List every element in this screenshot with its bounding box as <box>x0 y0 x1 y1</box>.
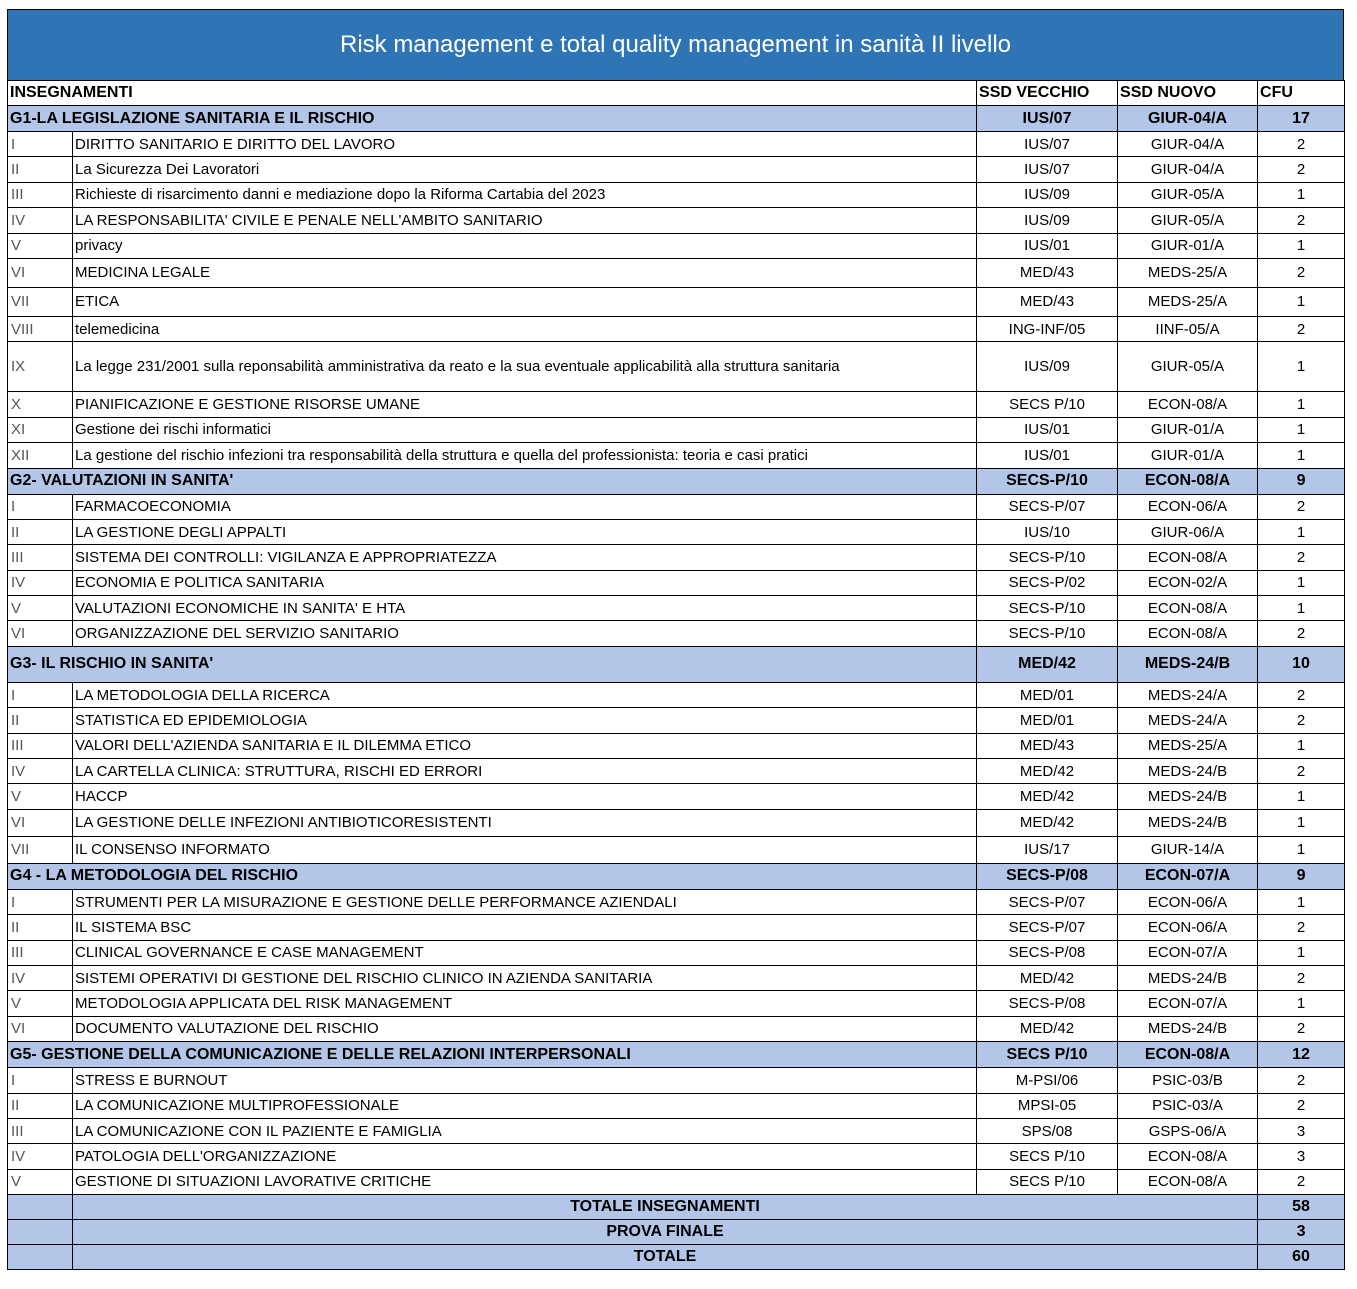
course-ssd-old: IUS/17 <box>977 836 1118 863</box>
course-ssd-new: ECON-06/A <box>1118 915 1258 940</box>
course-ssd-old: IUS/07 <box>977 157 1118 182</box>
table-row <box>8 545 1345 570</box>
row-number: II <box>8 708 73 733</box>
table-row <box>8 392 1345 417</box>
course-cfu: 2 <box>1258 545 1345 570</box>
table-row <box>8 759 1345 784</box>
course-cfu: 1 <box>1258 443 1345 468</box>
course-ssd-new: GIUR-05/A <box>1118 342 1258 392</box>
course-cfu: 1 <box>1258 784 1345 809</box>
course-name: privacy <box>73 233 977 258</box>
table-row <box>8 1016 1345 1041</box>
group-ssd-new: MEDS-24/B <box>1118 646 1258 682</box>
group-name: G4 - LA METODOLOGIA DEL RISCHIO <box>8 863 977 889</box>
group-cfu: 9 <box>1258 863 1345 889</box>
course-ssd-old: IUS/01 <box>977 443 1118 468</box>
course-ssd-new: GIUR-04/A <box>1118 132 1258 157</box>
course-ssd-new: MEDS-24/B <box>1118 784 1258 809</box>
table-row <box>8 682 1345 707</box>
row-number: III <box>8 182 73 207</box>
course-cfu: 2 <box>1258 316 1345 341</box>
course-ssd-old: SECS P/10 <box>977 1169 1118 1194</box>
row-number: VI <box>8 258 73 287</box>
total-spacer <box>8 1245 73 1270</box>
row-number: XI <box>8 417 73 442</box>
course-ssd-new: ECON-08/A <box>1118 1144 1258 1169</box>
course-name: VALORI DELL'AZIENDA SANITARIA E IL DILEMMA ETICO <box>73 733 977 758</box>
course-name: VALUTAZIONI ECONOMICHE IN SANITA' E HTA <box>73 596 977 621</box>
course-name: Richieste di risarcimento danni e mediazione dopo la Riforma Cartabia del 2023 <box>73 182 977 207</box>
row-number: IV <box>8 759 73 784</box>
course-ssd-new: MEDS-24/A <box>1118 708 1258 733</box>
group-cfu: 17 <box>1258 106 1345 132</box>
row-number: III <box>8 1118 73 1143</box>
course-ssd-old: SECS-P/07 <box>977 915 1118 940</box>
course-cfu: 2 <box>1258 1016 1345 1041</box>
course-name: METODOLOGIA APPLICATA DEL RISK MANAGEMENT <box>73 991 977 1016</box>
course-ssd-old: MED/42 <box>977 759 1118 784</box>
course-cfu: 2 <box>1258 494 1345 519</box>
course-cfu: 1 <box>1258 287 1345 316</box>
course-ssd-new: MEDS-25/A <box>1118 258 1258 287</box>
table-row <box>8 443 1345 468</box>
row-number: V <box>8 596 73 621</box>
row-number: VI <box>8 1016 73 1041</box>
table-row <box>8 342 1345 392</box>
table-row <box>8 991 1345 1016</box>
row-number: I <box>8 889 73 914</box>
course-ssd-old: MED/43 <box>977 733 1118 758</box>
course-ssd-new: MEDS-24/B <box>1118 965 1258 990</box>
group-row <box>8 863 1345 889</box>
course-ssd-new: GIUR-01/A <box>1118 443 1258 468</box>
row-number: II <box>8 157 73 182</box>
course-cfu: 2 <box>1258 1068 1345 1093</box>
course-ssd-old: IUS/07 <box>977 132 1118 157</box>
course-ssd-old: IUS/01 <box>977 417 1118 442</box>
course-cfu: 2 <box>1258 258 1345 287</box>
course-cfu: 2 <box>1258 1093 1345 1118</box>
course-cfu: 1 <box>1258 392 1345 417</box>
table-row <box>8 208 1345 233</box>
row-number: V <box>8 233 73 258</box>
course-ssd-new: ECON-06/A <box>1118 494 1258 519</box>
row-number: VI <box>8 809 73 836</box>
course-name: LA RESPONSABILITA' CIVILE E PENALE NELL'AMBITO SANITARIO <box>73 208 977 233</box>
header-ssd-nuovo: SSD NUOVO <box>1118 81 1258 106</box>
course-name: IL SISTEMA BSC <box>73 915 977 940</box>
row-number: V <box>8 784 73 809</box>
group-ssd-new: GIUR-04/A <box>1118 106 1258 132</box>
course-ssd-old: SECS-P/08 <box>977 940 1118 965</box>
table-row <box>8 596 1345 621</box>
course-cfu: 2 <box>1258 621 1345 646</box>
course-cfu: 1 <box>1258 809 1345 836</box>
row-number: II <box>8 519 73 544</box>
course-cfu: 2 <box>1258 759 1345 784</box>
row-number: II <box>8 915 73 940</box>
table-row <box>8 965 1345 990</box>
course-ssd-old: MED/43 <box>977 258 1118 287</box>
course-name: DOCUMENTO VALUTAZIONE DEL RISCHIO <box>73 1016 977 1041</box>
group-ssd-old: SECS-P/08 <box>977 863 1118 889</box>
course-cfu: 1 <box>1258 733 1345 758</box>
group-name: G5- GESTIONE DELLA COMUNICAZIONE E DELLE RELAZIONI INTERPERSONALI <box>8 1042 977 1068</box>
course-ssd-new: MEDS-25/A <box>1118 733 1258 758</box>
total-label: PROVA FINALE <box>73 1220 1258 1245</box>
table-row <box>8 157 1345 182</box>
course-cfu: 2 <box>1258 1169 1345 1194</box>
total-row <box>8 1220 1345 1245</box>
table-row <box>8 940 1345 965</box>
course-ssd-new: ECON-07/A <box>1118 991 1258 1016</box>
course-ssd-old: IUS/09 <box>977 182 1118 207</box>
row-number: III <box>8 733 73 758</box>
group-ssd-new: ECON-08/A <box>1118 468 1258 494</box>
row-number: IX <box>8 342 73 392</box>
course-ssd-old: SECS P/10 <box>977 1144 1118 1169</box>
course-name: ORGANIZZAZIONE DEL SERVIZIO SANITARIO <box>73 621 977 646</box>
course-ssd-old: SPS/08 <box>977 1118 1118 1143</box>
course-cfu: 3 <box>1258 1118 1345 1143</box>
course-ssd-old: M-PSI/06 <box>977 1068 1118 1093</box>
course-ssd-new: MEDS-24/B <box>1118 1016 1258 1041</box>
table-row <box>8 417 1345 442</box>
group-row <box>8 646 1345 682</box>
course-ssd-old: MED/42 <box>977 784 1118 809</box>
course-name: ETICA <box>73 287 977 316</box>
table-row <box>8 784 1345 809</box>
row-number: V <box>8 991 73 1016</box>
course-name: HACCP <box>73 784 977 809</box>
row-number: IV <box>8 965 73 990</box>
course-cfu: 1 <box>1258 182 1345 207</box>
table-row <box>8 1068 1345 1093</box>
course-ssd-new: MEDS-25/A <box>1118 287 1258 316</box>
total-spacer <box>8 1195 73 1220</box>
course-ssd-new: PSIC-03/B <box>1118 1068 1258 1093</box>
total-spacer <box>8 1220 73 1245</box>
course-cfu: 3 <box>1258 1144 1345 1169</box>
course-ssd-new: ECON-08/A <box>1118 1169 1258 1194</box>
course-ssd-new: ECON-07/A <box>1118 940 1258 965</box>
course-ssd-new: ECON-08/A <box>1118 392 1258 417</box>
course-cfu: 2 <box>1258 965 1345 990</box>
course-ssd-new: GIUR-04/A <box>1118 157 1258 182</box>
course-name: SISTEMA DEI CONTROLLI: VIGILANZA E APPROPRIATEZZA <box>73 545 977 570</box>
course-ssd-old: MED/43 <box>977 287 1118 316</box>
row-number: IV <box>8 1144 73 1169</box>
table-row <box>8 1144 1345 1169</box>
group-ssd-old: MED/42 <box>977 646 1118 682</box>
course-cfu: 1 <box>1258 889 1345 914</box>
course-ssd-new: GIUR-06/A <box>1118 519 1258 544</box>
curriculum-table <box>7 80 1345 1270</box>
table-row <box>8 1093 1345 1118</box>
course-name: PATOLOGIA DELL'ORGANIZZAZIONE <box>73 1144 977 1169</box>
course-ssd-old: ING-INF/05 <box>977 316 1118 341</box>
row-number: III <box>8 545 73 570</box>
course-ssd-new: GIUR-14/A <box>1118 836 1258 863</box>
group-ssd-new: ECON-07/A <box>1118 863 1258 889</box>
page-title: Risk management e total quality management in sanità II livello <box>7 9 1344 80</box>
row-number: I <box>8 132 73 157</box>
table-row <box>8 316 1345 341</box>
course-name: STRESS E BURNOUT <box>73 1068 977 1093</box>
course-ssd-old: SECS-P/10 <box>977 596 1118 621</box>
row-number: II <box>8 1093 73 1118</box>
course-name: DIRITTO SANITARIO E DIRITTO DEL LAVORO <box>73 132 977 157</box>
course-cfu: 1 <box>1258 233 1345 258</box>
row-number: I <box>8 494 73 519</box>
course-ssd-old: SECS-P/02 <box>977 570 1118 595</box>
course-cfu: 1 <box>1258 596 1345 621</box>
course-name: La gestione del rischio infezioni tra responsabilità della struttura e quella del professionista: teoria e casi pratici <box>73 443 977 468</box>
course-ssd-old: SECS-P/07 <box>977 889 1118 914</box>
course-name: SISTEMI OPERATIVI DI GESTIONE DEL RISCHIO CLINICO IN AZIENDA SANITARIA <box>73 965 977 990</box>
course-ssd-old: IUS/10 <box>977 519 1118 544</box>
total-row <box>8 1245 1345 1270</box>
row-number: VI <box>8 621 73 646</box>
course-cfu: 2 <box>1258 682 1345 707</box>
row-number: VIII <box>8 316 73 341</box>
course-ssd-new: MEDS-24/B <box>1118 759 1258 784</box>
table-row <box>8 287 1345 316</box>
course-ssd-old: SECS-P/10 <box>977 621 1118 646</box>
row-number: XII <box>8 443 73 468</box>
course-ssd-new: GIUR-05/A <box>1118 208 1258 233</box>
course-name: STATISTICA ED EPIDEMIOLOGIA <box>73 708 977 733</box>
course-ssd-old: MED/01 <box>977 682 1118 707</box>
course-ssd-new: GIUR-01/A <box>1118 417 1258 442</box>
total-value: 58 <box>1258 1195 1345 1220</box>
group-name: G1-LA LEGISLAZIONE SANITARIA E IL RISCHIO <box>8 106 977 132</box>
table-row <box>8 1169 1345 1194</box>
course-cfu: 1 <box>1258 342 1345 392</box>
total-value: 60 <box>1258 1245 1345 1270</box>
course-cfu: 2 <box>1258 915 1345 940</box>
total-value: 3 <box>1258 1220 1345 1245</box>
row-number: IV <box>8 570 73 595</box>
course-cfu: 2 <box>1258 708 1345 733</box>
course-ssd-old: SECS-P/08 <box>977 991 1118 1016</box>
course-cfu: 2 <box>1258 157 1345 182</box>
group-name: G2- VALUTAZIONI IN SANITA' <box>8 468 977 494</box>
row-number: X <box>8 392 73 417</box>
course-ssd-new: ECON-02/A <box>1118 570 1258 595</box>
group-row <box>8 1042 1345 1068</box>
course-ssd-new: GIUR-05/A <box>1118 182 1258 207</box>
course-ssd-new: MEDS-24/A <box>1118 682 1258 707</box>
row-number: III <box>8 940 73 965</box>
course-cfu: 1 <box>1258 417 1345 442</box>
group-cfu: 9 <box>1258 468 1345 494</box>
course-name: telemedicina <box>73 316 977 341</box>
group-ssd-old: SECS-P/10 <box>977 468 1118 494</box>
course-cfu: 1 <box>1258 940 1345 965</box>
course-ssd-new: PSIC-03/A <box>1118 1093 1258 1118</box>
table-row <box>8 809 1345 836</box>
table-row <box>8 889 1345 914</box>
course-name: CLINICAL GOVERNANCE E CASE MANAGEMENT <box>73 940 977 965</box>
row-number: VII <box>8 836 73 863</box>
table-row <box>8 915 1345 940</box>
group-row <box>8 468 1345 494</box>
group-cfu: 10 <box>1258 646 1345 682</box>
course-ssd-old: MED/42 <box>977 1016 1118 1041</box>
table-row <box>8 132 1345 157</box>
course-name: La Sicurezza Dei Lavoratori <box>73 157 977 182</box>
curriculum-sheet <box>7 9 1344 1270</box>
course-cfu: 1 <box>1258 570 1345 595</box>
course-ssd-new: ECON-06/A <box>1118 889 1258 914</box>
course-name: ECONOMIA E POLITICA SANITARIA <box>73 570 977 595</box>
course-ssd-new: ECON-08/A <box>1118 596 1258 621</box>
table-row <box>8 570 1345 595</box>
group-cfu: 12 <box>1258 1042 1345 1068</box>
table-row <box>8 1118 1345 1143</box>
course-name: La legge 231/2001 sulla reponsabilità amministrativa da reato e la sua eventuale applicabilità alla struttura sanitaria <box>73 342 977 392</box>
course-ssd-old: IUS/09 <box>977 208 1118 233</box>
course-name: LA METODOLOGIA DELLA RICERCA <box>73 682 977 707</box>
total-row <box>8 1195 1345 1220</box>
course-cfu: 1 <box>1258 991 1345 1016</box>
course-ssd-new: IINF-05/A <box>1118 316 1258 341</box>
table-row <box>8 519 1345 544</box>
course-ssd-old: SECS-P/10 <box>977 545 1118 570</box>
course-ssd-old: MED/42 <box>977 965 1118 990</box>
course-name: LA CARTELLA CLINICA: STRUTTURA, RISCHI ED ERRORI <box>73 759 977 784</box>
course-name: Gestione dei rischi informatici <box>73 417 977 442</box>
table-row <box>8 494 1345 519</box>
course-cfu: 1 <box>1258 836 1345 863</box>
course-name: LA GESTIONE DELLE INFEZIONI ANTIBIOTICORESISTENTI <box>73 809 977 836</box>
group-name: G3- IL RISCHIO IN SANITA' <box>8 646 977 682</box>
course-ssd-old: MPSI-05 <box>977 1093 1118 1118</box>
course-cfu: 1 <box>1258 519 1345 544</box>
course-ssd-old: MED/42 <box>977 809 1118 836</box>
course-ssd-new: ECON-08/A <box>1118 545 1258 570</box>
course-name: FARMACOECONOMIA <box>73 494 977 519</box>
table-row <box>8 182 1345 207</box>
course-ssd-old: SECS-P/07 <box>977 494 1118 519</box>
course-name: LA COMUNICAZIONE CON IL PAZIENTE E FAMIGLIA <box>73 1118 977 1143</box>
table-row <box>8 733 1345 758</box>
course-ssd-new: GSPS-06/A <box>1118 1118 1258 1143</box>
header-cfu: CFU <box>1258 81 1345 106</box>
course-ssd-new: GIUR-01/A <box>1118 233 1258 258</box>
course-name: IL CONSENSO INFORMATO <box>73 836 977 863</box>
course-ssd-new: ECON-08/A <box>1118 621 1258 646</box>
course-cfu: 2 <box>1258 132 1345 157</box>
course-ssd-new: MEDS-24/B <box>1118 809 1258 836</box>
row-number: IV <box>8 208 73 233</box>
course-cfu: 2 <box>1258 208 1345 233</box>
course-name: LA GESTIONE DEGLI APPALTI <box>73 519 977 544</box>
row-number: V <box>8 1169 73 1194</box>
table-row <box>8 708 1345 733</box>
course-ssd-old: MED/01 <box>977 708 1118 733</box>
course-ssd-old: SECS P/10 <box>977 392 1118 417</box>
group-ssd-old: IUS/07 <box>977 106 1118 132</box>
course-name: MEDICINA LEGALE <box>73 258 977 287</box>
course-name: PIANIFICAZIONE E GESTIONE RISORSE UMANE <box>73 392 977 417</box>
course-ssd-old: IUS/09 <box>977 342 1118 392</box>
row-number: VII <box>8 287 73 316</box>
course-name: LA COMUNICAZIONE MULTIPROFESSIONALE <box>73 1093 977 1118</box>
row-number: I <box>8 1068 73 1093</box>
header-ssd-vecchio: SSD VECCHIO <box>977 81 1118 106</box>
total-label: TOTALE <box>73 1245 1258 1270</box>
table-row <box>8 836 1345 863</box>
group-ssd-old: SECS P/10 <box>977 1042 1118 1068</box>
table-row <box>8 621 1345 646</box>
total-label: TOTALE INSEGNAMENTI <box>73 1195 1258 1220</box>
course-name: STRUMENTI PER LA MISURAZIONE E GESTIONE DELLE PERFORMANCE AZIENDALI <box>73 889 977 914</box>
course-name: GESTIONE DI SITUAZIONI LAVORATIVE CRITICHE <box>73 1169 977 1194</box>
group-ssd-new: ECON-08/A <box>1118 1042 1258 1068</box>
table-row <box>8 258 1345 287</box>
header-row <box>8 81 1345 106</box>
course-ssd-old: IUS/01 <box>977 233 1118 258</box>
table-row <box>8 233 1345 258</box>
header-insegnamenti: INSEGNAMENTI <box>8 81 977 106</box>
group-row <box>8 106 1345 132</box>
row-number: I <box>8 682 73 707</box>
